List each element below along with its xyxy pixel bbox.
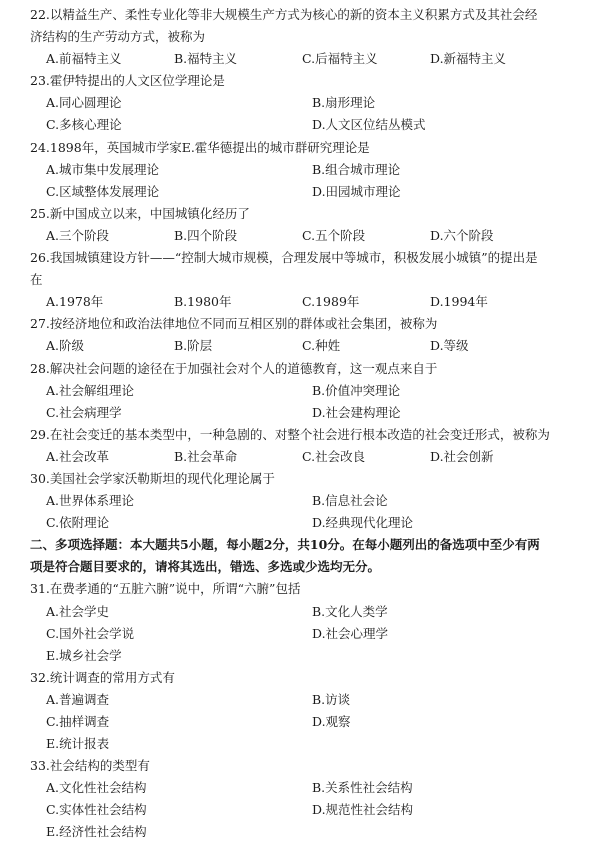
question-stem: 31.在费孝通的“五脏六腑”说中，所谓“六腑”包括: [30, 581, 301, 597]
option-text: D.观察: [312, 714, 351, 729]
option-text: C.社会病理学: [46, 404, 122, 420]
question-stem: 22.以精益生产、柔性专业化等非大规模生产方式为核心的新的资本主义积累方式及其社会经: [30, 7, 538, 22]
option-row: [30, 114, 589, 136]
option-row: [30, 512, 589, 534]
question-stem: 28.解决社会问题的途径在于加强社会对个人的道德教育，这一观点来自于: [30, 360, 438, 376]
option-row: [30, 601, 589, 623]
option-row: [30, 335, 589, 357]
option-row: [30, 291, 589, 313]
option-text: A.世界体系理论: [46, 493, 135, 509]
option-text: C.1989年: [302, 294, 360, 310]
option-text: A.文化性社会结构: [46, 780, 147, 796]
option-text: E.统计报表: [46, 736, 110, 752]
option-row: [30, 799, 589, 821]
option-text: D.田园城市理论: [312, 183, 401, 199]
option-text: D.1994年: [430, 294, 488, 310]
option-row: [30, 225, 589, 247]
question-stem: 济结构的生产劳动方式，被称为: [30, 29, 206, 45]
section-heading: 二、多项选择题：本大题共5小题，每小题2分，共10分。在每小题列出的备选项中至少有两: [30, 537, 540, 553]
option-text: B.四个阶段: [174, 227, 238, 243]
question-stem: 30.美国社会学家沃勒斯坦的现代化理论属于: [30, 470, 275, 486]
question-stem: 在: [30, 272, 43, 288]
option-text: C.区域整体发展理论: [46, 183, 160, 199]
option-row: [30, 645, 589, 667]
option-text: D.人文区位结丛模式: [312, 117, 426, 133]
option-text: A.1978年: [46, 294, 104, 310]
option-text: B.组合城市理论: [312, 161, 401, 177]
option-text: D.新福特主义: [430, 51, 507, 67]
option-text: A.社会解组理论: [46, 382, 135, 398]
option-text: B.扇形理论: [312, 95, 376, 111]
option-text: B.访谈: [312, 691, 351, 707]
section-heading-continued: 项是符合题目要求的，请将其选出，错选、多选或少选均无分。: [30, 559, 381, 575]
question-stem: 27.按经济地位和政治法律地位不同而互相区别的群体或社会集团，被称为: [30, 316, 438, 332]
option-text: A.社会改革: [46, 448, 110, 464]
option-text: B.1980年: [174, 294, 232, 310]
option-row: [30, 689, 589, 711]
option-row: [30, 711, 589, 733]
option-text: B.阶层: [174, 338, 213, 354]
option-text: B.信息社会论: [312, 493, 388, 509]
option-text: C.国外社会学说: [46, 625, 135, 641]
option-text: D.社会建构理论: [312, 404, 401, 420]
option-row: [30, 777, 589, 799]
option-text: A.三个阶段: [46, 227, 110, 243]
option-text: C.种姓: [302, 338, 341, 354]
option-text: B.关系性社会结构: [312, 780, 413, 796]
question-stem: 32.统计调查的常用方式有: [30, 669, 175, 685]
question-stem: 25.新中国成立以来，中国城镇化经历了: [30, 205, 250, 221]
option-row: [30, 380, 589, 402]
option-row: [30, 92, 589, 114]
option-row: [30, 733, 589, 755]
option-text: D.经典现代化理论: [312, 515, 414, 531]
option-text: D.规范性社会结构: [312, 802, 414, 818]
option-text: C.抽样调查: [46, 714, 110, 729]
option-text: D.六个阶段: [430, 227, 494, 243]
option-text: E.城乡社会学: [46, 647, 122, 663]
question-stem: 29.在社会变迁的基本类型中，一种急剧的、对整个社会进行根本改造的社会变迁形式，被称为: [30, 426, 550, 442]
option-row: [30, 490, 589, 512]
option-text: C.依附理论: [46, 515, 110, 531]
option-row: [30, 181, 589, 203]
option-row: [30, 48, 589, 70]
option-row: [30, 821, 589, 843]
option-row: [30, 402, 589, 424]
option-text: C.社会改良: [302, 448, 366, 464]
option-text: A.前福特主义: [46, 51, 122, 67]
option-text: B.价值冲突理论: [312, 382, 401, 398]
option-row: [30, 159, 589, 181]
option-text: B.福特主义: [174, 51, 238, 67]
option-text: C.后福特主义: [302, 51, 378, 67]
option-text: A.社会学史: [46, 603, 110, 619]
question-stem: 23.霍伊特提出的人文区位学理论是: [30, 73, 225, 89]
question-stem: 33.社会结构的类型有: [30, 758, 150, 774]
option-text: C.实体性社会结构: [46, 802, 147, 818]
question-stem: 24.1898年，英国城市学家E.霍华德提出的城市群研究理论是: [30, 139, 370, 155]
option-text: A.普遍调查: [46, 691, 110, 707]
option-text: B.社会革命: [174, 448, 238, 464]
option-text: D.等级: [430, 338, 469, 354]
option-text: C.多核心理论: [46, 117, 122, 133]
option-text: D.社会心理学: [312, 625, 389, 641]
option-text: E.经济性社会结构: [46, 824, 147, 840]
option-text: D.社会创新: [430, 448, 494, 464]
option-row: [30, 446, 589, 468]
option-text: C.五个阶段: [302, 227, 366, 243]
option-text: B.文化人类学: [312, 603, 388, 619]
option-text: A.同心圆理论: [46, 95, 122, 111]
option-text: A.城市集中发展理论: [46, 161, 160, 177]
option-text: A.阶级: [46, 338, 85, 354]
option-row: [30, 623, 589, 645]
question-stem: 26.我国城镇建设方针——“控制大城市规模，合理发展中等城市，积极发展小城镇”的提出是: [30, 250, 538, 266]
